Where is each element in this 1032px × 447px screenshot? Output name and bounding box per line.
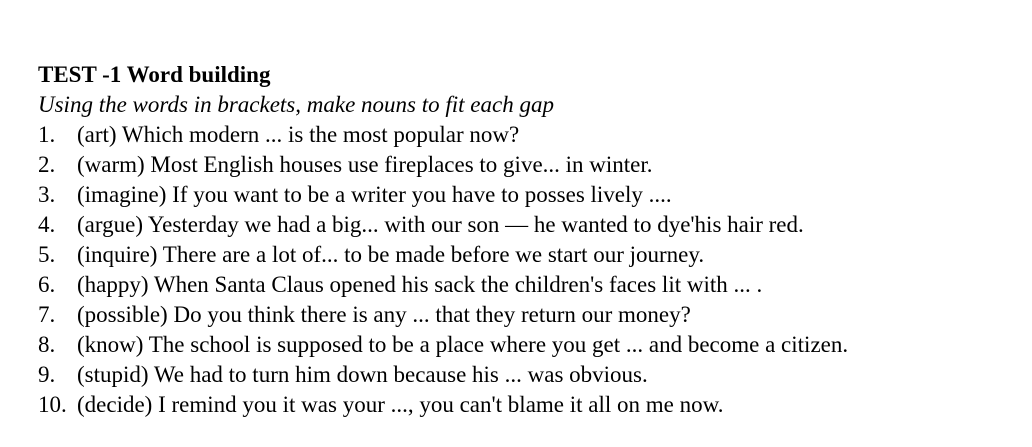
exercise-list: [38, 120, 1028, 420]
item-text: (happy) When Santa Claus opened his sack the children's faces lit with ... .: [77, 272, 763, 297]
list-item: [38, 300, 1028, 330]
item-number: 7.: [38, 302, 56, 327]
list-item: [38, 360, 1028, 390]
item-text: (know) The school is supposed to be a place where you get ... and become a citizen.: [77, 332, 849, 357]
item-text: (decide) I remind you it was your ..., you can't blame it all on me now.: [77, 392, 724, 417]
list-item: [38, 270, 1028, 300]
document: [38, 60, 1028, 420]
list-item: [38, 390, 1028, 420]
item-number: 5.: [38, 242, 56, 267]
item-text: (imagine) If you want to be a writer you have to posses lively ....: [77, 182, 672, 207]
item-number: 4.: [38, 212, 56, 237]
list-item: [38, 240, 1028, 270]
page-title: TEST -1 Word building: [38, 62, 271, 87]
item-number: 3.: [38, 182, 56, 207]
item-text: (art) Which modern ... is the most popular now?: [77, 122, 520, 147]
item-text: (stupid) We had to turn him down because his ... was obvious.: [77, 362, 648, 387]
list-item: [38, 120, 1028, 150]
item-text: (warm) Most English houses use fireplaces to give... in winter.: [77, 152, 653, 177]
item-text: (possible) Do you think there is any ... that they return our money?: [77, 302, 691, 327]
item-text: (inquire) There are a lot of... to be made before we start our journey.: [77, 242, 705, 267]
instruction-text: Using the words in brackets, make nouns to fit each gap: [38, 92, 554, 117]
list-item: [38, 210, 1028, 240]
list-item: [38, 330, 1028, 360]
item-number: 9.: [38, 362, 56, 387]
item-number: 8.: [38, 332, 56, 357]
item-number: 10.: [38, 392, 67, 417]
list-item: [38, 180, 1028, 210]
item-number: 2.: [38, 152, 56, 177]
item-number: 6.: [38, 272, 56, 297]
list-item: [38, 150, 1028, 180]
item-number: 1.: [38, 122, 56, 147]
item-text: (argue) Yesterday we had a big... with our son — he wanted to dye'his hair red.: [77, 212, 804, 237]
